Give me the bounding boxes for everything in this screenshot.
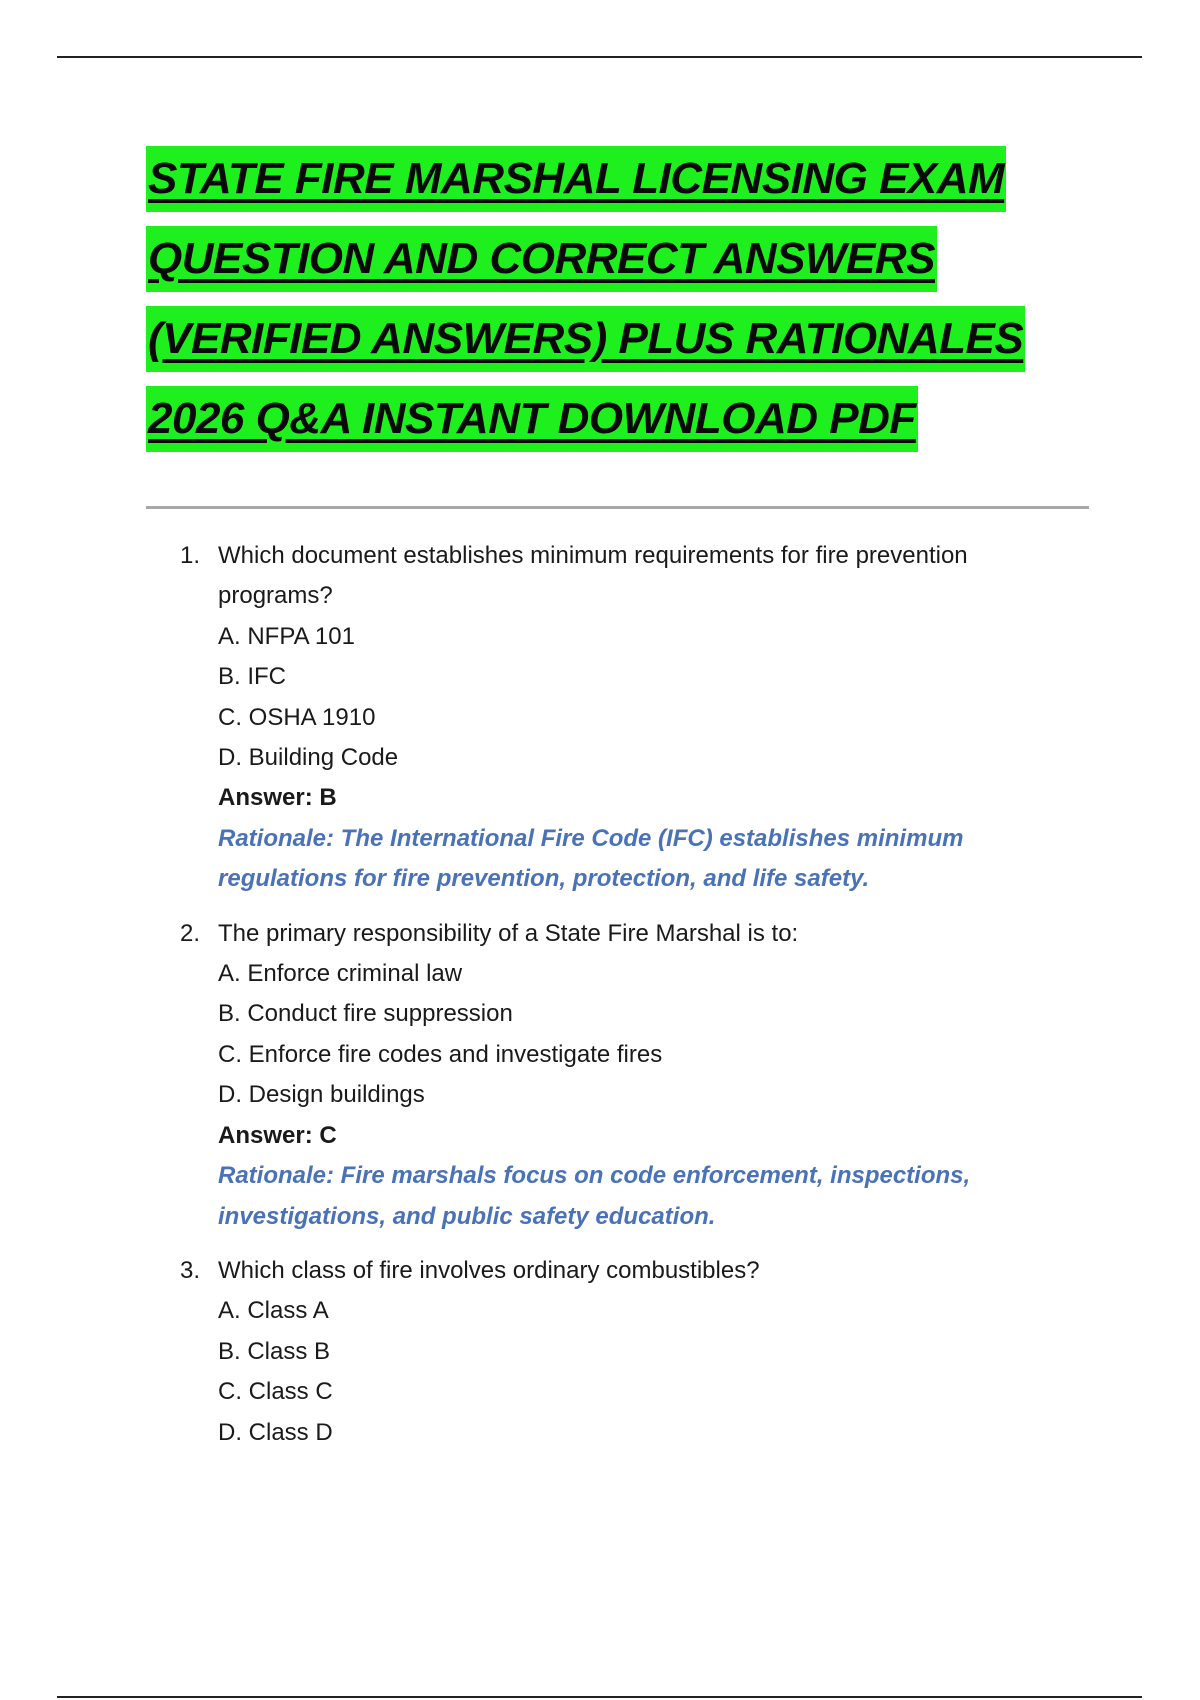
option-d: D. Building Code xyxy=(218,744,399,772)
option-c: C. Class C xyxy=(218,1378,333,1406)
question-number: 1. xyxy=(180,542,201,569)
question-text: Which class of fire involves ordinary combustibles? xyxy=(218,1256,760,1284)
rationale: Rationale: Fire marshals focus on code enforcement, inspections, investigations, and public safety education. xyxy=(218,1162,971,1230)
page-top-rule xyxy=(57,56,1142,58)
section-divider xyxy=(146,506,1089,509)
question-text: Which document establishes minimum requirements for fire prevention programs? xyxy=(218,542,968,610)
answer: Answer: C xyxy=(218,1121,337,1149)
option-c: C. OSHA 1910 xyxy=(218,703,376,731)
option-a: A. NFPA 101 xyxy=(218,622,355,650)
option-b: B. Class B xyxy=(218,1337,331,1365)
question-number: 2. xyxy=(180,919,201,947)
title-line-3: (VERIFIED ANSWERS) PLUS RATIONALES xyxy=(146,306,1025,372)
option-a: A. Enforce criminal law xyxy=(218,960,463,988)
option-d: D. Class D xyxy=(218,1418,333,1446)
option-c: C. Enforce fire codes and investigate fires xyxy=(218,1040,663,1068)
question-2 xyxy=(180,914,1080,1237)
option-d: D. Design buildings xyxy=(218,1081,425,1109)
title-line-2: QUESTION AND CORRECT ANSWERS xyxy=(146,226,937,292)
option-b: B. Conduct fire suppression xyxy=(218,1000,513,1028)
question-1 xyxy=(180,536,1080,900)
question-3 xyxy=(180,1251,1080,1453)
question-text: The primary responsibility of a State Fire Marshal is to: xyxy=(218,919,799,947)
title-line-4: 2026 Q&A INSTANT DOWNLOAD PDF xyxy=(146,386,918,452)
rationale: Rationale: The International Fire Code (IFC) establishes minimum regulations for fire prevention, protection, and life safety. xyxy=(218,824,964,893)
answer: Answer: B xyxy=(218,784,337,812)
page-bottom-rule xyxy=(57,1696,1142,1698)
document-title xyxy=(146,146,1096,466)
question-list xyxy=(180,536,1080,1467)
option-b: B. IFC xyxy=(218,663,287,691)
title-line-1: STATE FIRE MARSHAL LICENSING EXAM xyxy=(146,146,1006,212)
option-a: A. Class A xyxy=(218,1297,329,1325)
question-number: 3. xyxy=(180,1256,201,1284)
